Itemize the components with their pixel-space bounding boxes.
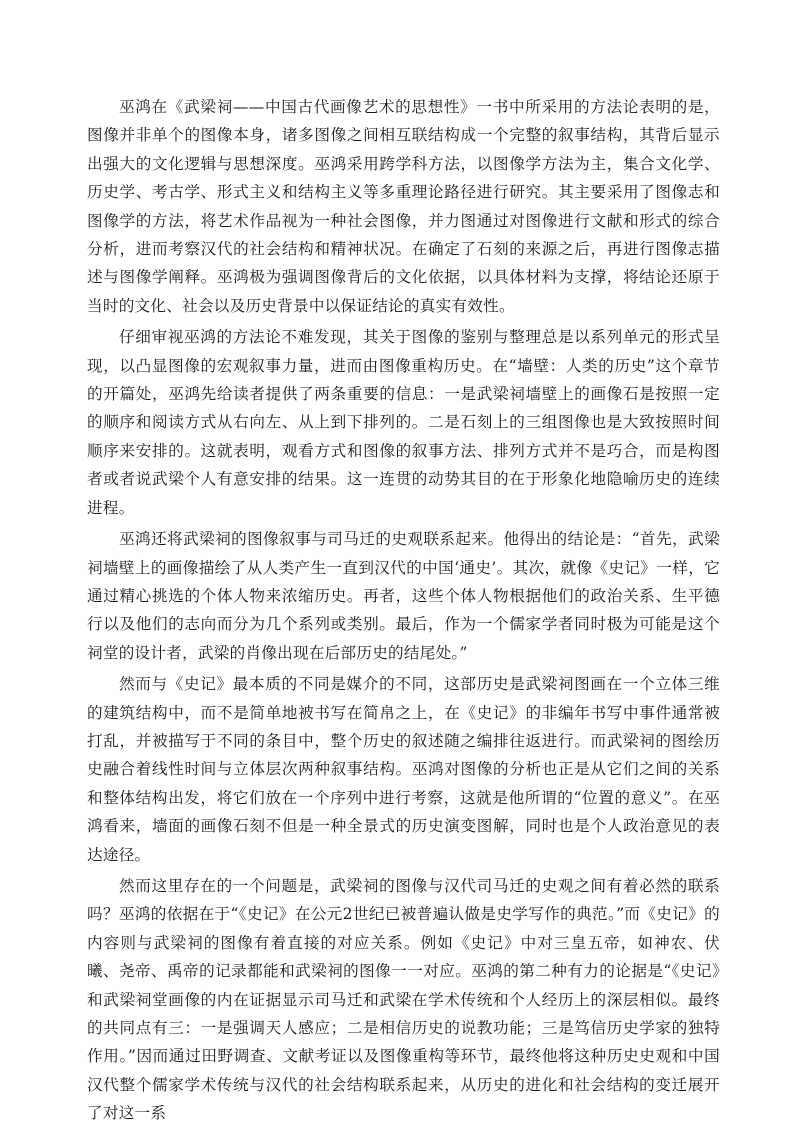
paragraph-2: 仔细审视巫鸿的方法论不难发现，其关于图像的鉴别与整理总是以系列单元的形式呈现，以凸显图像的宏观叙事力量，进而由图像重构历史。在“墙壁：人类的历史”这个章节的开篇处，巫鸿先给读者提供了两条重要的信息：一是武梁祠墙壁上的画像石是按照一定的顺序和阅读方式从右向左、从上到下排列的。二是石刻上的三组图像也是大致按照时间顺序来安排的。这就表明，观看方式和图像的叙事方法、排列方式并不是巧合，而是构图者或者说武梁个人有意安排的结果。这一连贯的动势其目的在于形象化地隐喻历史的连续进程。 — [87, 328, 720, 517]
paragraph-5: 然而这里存在的一个问题是，武梁祠的图像与汉代司马迁的史观之间有着必然的联系吗？巫鸿的依据在于“《史记》在公元2世纪已被普遍认做是史学写作的典范。”而《史记》的内容则与武梁祠的图像有着直接的对应关系。例如《史记》中对三皇五帝，如神农、伏曦、尧帝、禹帝的记录都能和武梁祠的图像一一对应。巫鸿的第二种有力的论据是“《史记》和武梁祠堂画像的内在证据显示司马迁和武梁在学术传统和个人经历上的深层相似。最终的共同点有三：一是强调天人感应；二是相信历史的说教功能；三是笃信历史学家的独特作用。”因而通过田野调查、文献考证以及图像重构等环节，最终他将这种历史史观和中国汉代整个儒家学术传统与汉代的社会结构联系起来，从历史的进化和社会结构的变迁展开了对这一系 — [87, 876, 720, 1123]
paragraph-3: 巫鸿还将武梁祠的图像叙事与司马迁的史观联系起来。他得出的结论是：“首先，武梁祠墙壁上的画像描绘了从人类产生一直到汉代的中国‘通史’。其次，就像《史记》一样，它通过精心挑选的个体人物来浓缩历史。再者，这些个体人物根据他们的政治关系、生平德行以及他们的志向而分为几个系列或类别。最后，作为一个儒家学者同时极为可能是这个祠堂的设计者，武梁的肖像出现在后部历史的结尾处。” — [87, 530, 720, 662]
paragraph-4: 然而与《史记》最本质的不同是媒介的不同，这部历史是武梁祠图画在一个立体三维的建筑结构中，而不是简单地被书写在简帛之上，在《史记》的非编年书写中事件通常被打乱，并被描写于不同的条目中，整个历史的叙述随之编排往返进行。而武梁祠的图绘历史融合着线性时间与立体层次两种叙事结构。巫鸿对图像的分析也正是从它们之间的关系和整体结构出发，将它们放在一个序列中进行考察，这就是他所谓的“位置的意义”。在巫鸿看来，墙面的画像石刻不但是一种全景式的历史演变图解，同时也是个人政治意见的表达途径。 — [87, 675, 720, 864]
paragraph-1: 巫鸿在《武梁祠——中国古代画像艺术的思想性》一书中所采用的方法论表明的是，图像并非单个的图像本身，诸多图像之间相互联结构成一个完整的叙事结构，其背后显示出强大的文化逻辑与思想深度。巫鸿采用跨学科方法，以图像学方法为主，集合文化学、历史学、考古学、形式主义和结构主义等多重理论路径进行研究。其主要采用了图像志和图像学的方法，将艺术作品视为一种社会图像，并力图通过对图像进行文献和形式的综合分析，进而考察汉代的社会结构和精神状况。在确定了石刻的来源之后，再进行图像志描述与图像学阐释。巫鸿极为强调图像背后的文化依据，以具体材料为支撑，将结论还原于当时的文化、社会以及历史背景中以保证结论的真实有效性。 — [87, 98, 720, 315]
